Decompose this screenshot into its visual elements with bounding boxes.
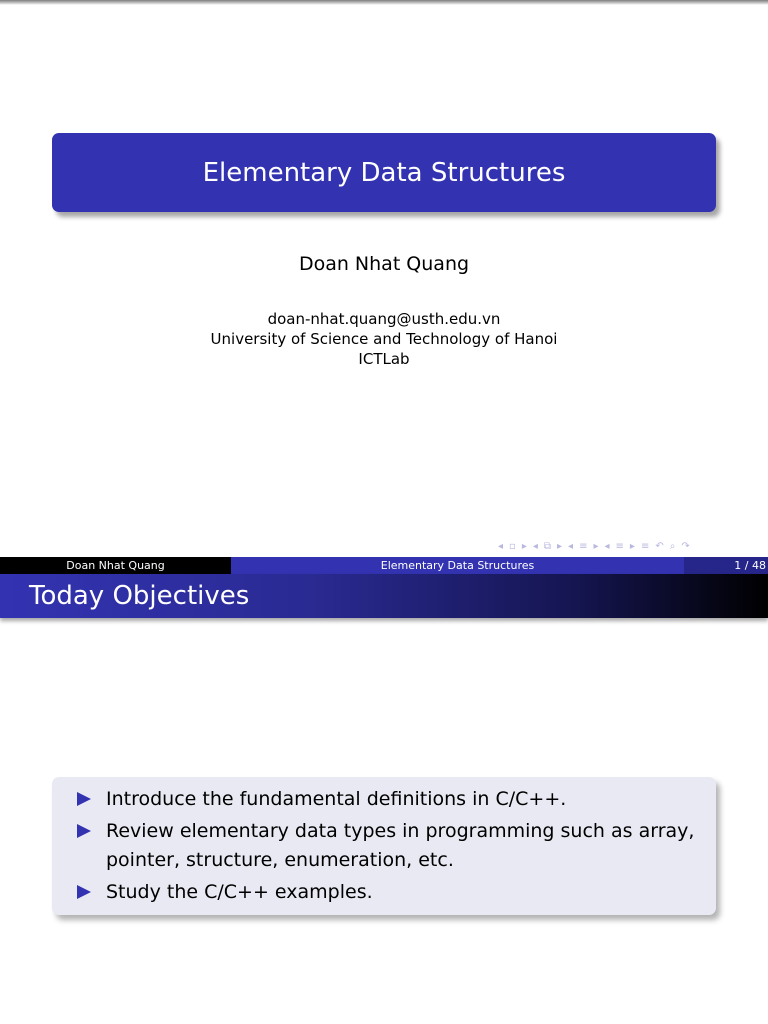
nav-prev-frame-icon[interactable]: ◂ — [498, 540, 504, 552]
nav-search-icon[interactable]: ⌕ — [669, 540, 676, 552]
nav-prev-subsection-icon[interactable]: ◂ — [532, 540, 538, 552]
nav-next-frame-icon[interactable]: ▸ — [521, 540, 527, 552]
author-name: Doan Nhat Quang — [298, 253, 470, 275]
list-item — [77, 878, 696, 907]
nav-back-icon[interactable]: ↶ — [655, 540, 664, 552]
bullet-triangle-icon — [77, 792, 91, 806]
nav-section-icon[interactable]: ≡ — [579, 540, 588, 552]
objectives-block — [52, 777, 716, 915]
author-email: doan-nhat.quang@usth.edu.vn — [267, 310, 501, 328]
nav-frame-icon[interactable]: ▫ — [509, 540, 516, 552]
presentation-title: Elementary Data Structures — [202, 157, 566, 188]
list-item-text: Study the C/C++ examples. — [106, 881, 373, 903]
presentation-title-box — [52, 133, 716, 212]
institute-block — [0, 309, 768, 369]
nav-next-section-icon[interactable]: ▸ — [593, 540, 599, 552]
nav-next-subsection-icon[interactable]: ▸ — [557, 540, 563, 552]
frame-title: Today Objectives — [29, 581, 250, 611]
footline-title: Elementary Data Structures — [231, 557, 684, 574]
beamer-navigation-symbols — [498, 539, 690, 553]
nav-toc-icon[interactable]: ≡ — [640, 540, 650, 552]
list-item — [77, 785, 696, 814]
bullet-triangle-icon — [77, 885, 91, 899]
title-slide — [0, 5, 768, 557]
lab-name: ICTLab — [358, 350, 410, 368]
nav-subsection-icon[interactable]: ⧉ — [543, 540, 552, 552]
university-name: University of Science and Technology of Hanoi — [210, 330, 558, 348]
nav-next-doc-icon[interactable]: ▸ — [629, 540, 635, 552]
list-item-text: Introduce the fundamental definitions in C/C++. — [106, 788, 567, 810]
frame-title-bar — [0, 574, 768, 618]
footline — [0, 557, 768, 574]
nav-prev-doc-icon[interactable]: ◂ — [604, 540, 610, 552]
footline-author: Doan Nhat Quang — [0, 557, 231, 574]
bullet-triangle-icon — [77, 824, 91, 838]
nav-prev-section-icon[interactable]: ◂ — [568, 540, 574, 552]
footline-page-number: 1 / 48 — [684, 557, 768, 574]
nav-doc-icon[interactable]: ≡ — [615, 540, 624, 552]
nav-forward-icon[interactable]: ↷ — [681, 540, 690, 552]
list-item — [77, 817, 696, 875]
list-item-text: Review elementary data types in programming such as array, pointer, structure, enumeration, etc. — [106, 820, 695, 871]
